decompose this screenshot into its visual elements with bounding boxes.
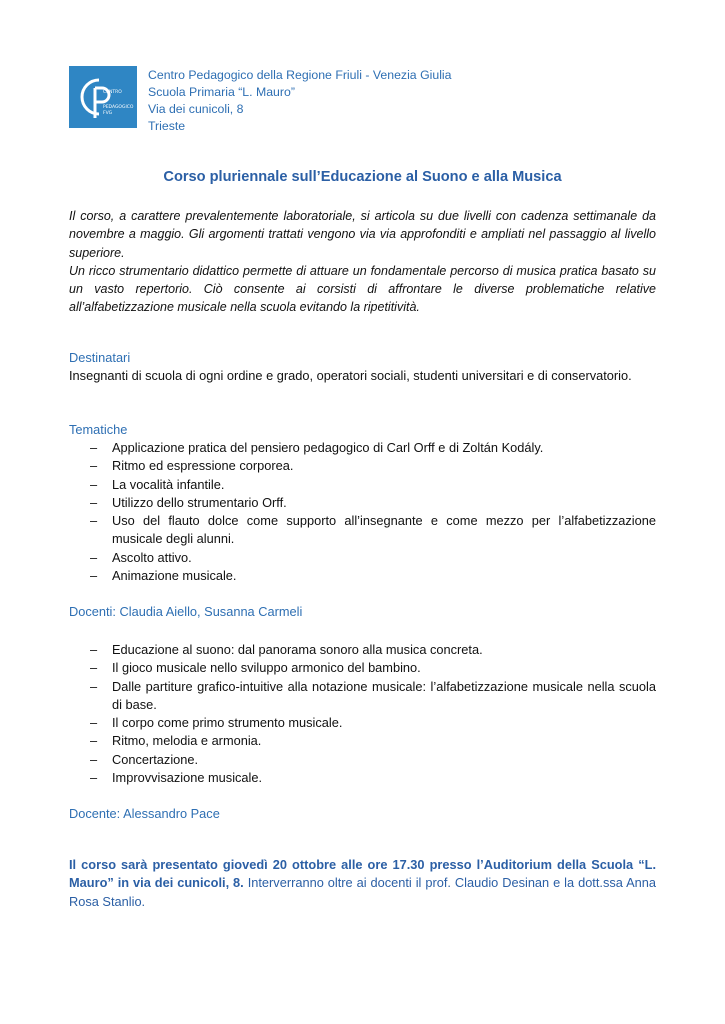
destinatari-text: Insegnanti di scuola di ogni ordine e grado, operatori sociali, studenti universitari e di conservatorio. — [69, 368, 632, 383]
tematiche-heading: Tematiche — [69, 422, 128, 437]
list-item-text: Il corpo come primo strumento musicale. — [112, 715, 343, 731]
list-item-text: Ascolto attivo. — [112, 549, 192, 565]
logo-text-line-3: FVG — [103, 111, 113, 116]
dash-bullet: – — [90, 660, 98, 676]
list-item-text: Educazione al suono: dal panorama sonoro alla musica concreta. — [112, 642, 483, 657]
announcement-normal: Interverranno oltre ai docenti il prof. Claudio Desinan e la dott.ssa Anna Rosa Stanlio. — [69, 875, 657, 909]
logo-graphic — [69, 66, 137, 128]
list-item — [69, 567, 656, 585]
list-item-text: Dalle partiture grafico-intuitive alla notazione musicale: l’alfabetizzazione musicale nella scuola di base. — [112, 678, 656, 712]
logo-text-line-1: CENTRO — [103, 90, 122, 95]
list-item-text: Utilizzo dello strumentario Orff. — [112, 494, 287, 510]
dash-bullet: – — [90, 568, 98, 584]
institution-name: Centro Pedagogico della Regione Friuli - Venezia Giulia — [148, 68, 452, 82]
list-item — [69, 732, 656, 750]
list-item-text: Improvvisazione musicale. — [112, 770, 263, 786]
dash-bullet: – — [90, 642, 98, 657]
centro-pedagogico-logo — [69, 66, 137, 128]
street-address: Via dei cunicoli, 8 — [148, 102, 244, 116]
dash-bullet: – — [90, 458, 98, 474]
dash-bullet: – — [90, 715, 98, 731]
list-item — [69, 512, 656, 549]
list-item-text: La vocalità infantile. — [112, 476, 225, 492]
school-name: Scuola Primaria “L. Mauro” — [148, 85, 295, 99]
institution-header — [148, 67, 452, 135]
dash-bullet: – — [90, 751, 98, 767]
list-item-text: Uso del flauto dolce come supporto all’insegnante e come mezzo per l’alfabetizzazione musicale degli alunni. — [112, 513, 656, 547]
list-item-text: Concertazione. — [112, 751, 199, 767]
city: Trieste — [148, 119, 186, 133]
list-item — [69, 457, 656, 475]
list-item-text: Animazione musicale. — [112, 568, 237, 584]
intro-paragraph-2: Un ricco strumentario didattico permette di attuare un fondamentale percorso di musica pratica basato su un vasto repertorio. Ciò consente ai corsisti di affrontare le diverse problematiche relative all’alfabetizzazione musicale nella scuola evitando la ripetitività. — [69, 263, 656, 315]
list-item — [69, 476, 656, 494]
docente-heading: Docente: Alessandro Pace — [69, 806, 220, 821]
list-item — [69, 659, 656, 677]
dash-bullet: – — [90, 549, 98, 565]
dash-bullet: – — [90, 770, 98, 786]
presentation-announcement — [69, 856, 656, 911]
list-item — [69, 714, 656, 732]
list-item-text: Il gioco musicale nello sviluppo armonico del bambino. — [112, 660, 421, 676]
tematiche-list — [69, 439, 656, 585]
list-item — [69, 549, 656, 567]
intro-paragraph-1: Il corso, a carattere prevalentemente laboratoriale, si articola su due livelli con cadenza settimanale da novembre a maggio. Gli argomenti trattati vengono via via approfonditi e ampliati nel passaggio al livello superiore. — [69, 209, 656, 260]
dash-bullet: – — [90, 476, 98, 492]
destinatari-heading: Destinatari — [69, 350, 131, 365]
logo-text-line-2: PEDAGOGICO — [103, 105, 134, 110]
intro-text — [69, 207, 656, 317]
announcement-bold: Il corso sarà presentato giovedì 20 ottobre alle ore 17.30 presso l’Auditorium della Scuola “L. Mauro” in via dei cunicoli, 8. — [69, 857, 656, 891]
docenti-heading: Docenti: Claudia Aiello, Susanna Carmeli — [69, 604, 303, 619]
list-item-text: Applicazione pratica del pensiero pedagogico di Carl Orff e di Zoltán Kodály. — [112, 440, 544, 455]
list-item — [69, 678, 656, 715]
list-item-text: Ritmo ed espressione corporea. — [112, 458, 294, 474]
dash-bullet: – — [90, 513, 98, 529]
list-item — [69, 641, 656, 659]
list-item — [69, 439, 656, 457]
dash-bullet: – — [90, 440, 98, 455]
course-title: Corso pluriennale sull’Educazione al Suono e alla Musica — [163, 169, 562, 185]
dash-bullet: – — [90, 733, 98, 749]
list-item — [69, 751, 656, 769]
list-item-text: Ritmo, melodia e armonia. — [112, 733, 262, 749]
list-item — [69, 494, 656, 512]
dash-bullet: – — [90, 494, 98, 510]
dash-bullet: – — [90, 678, 98, 694]
contenuti-list — [69, 641, 656, 787]
list-item — [69, 769, 656, 787]
